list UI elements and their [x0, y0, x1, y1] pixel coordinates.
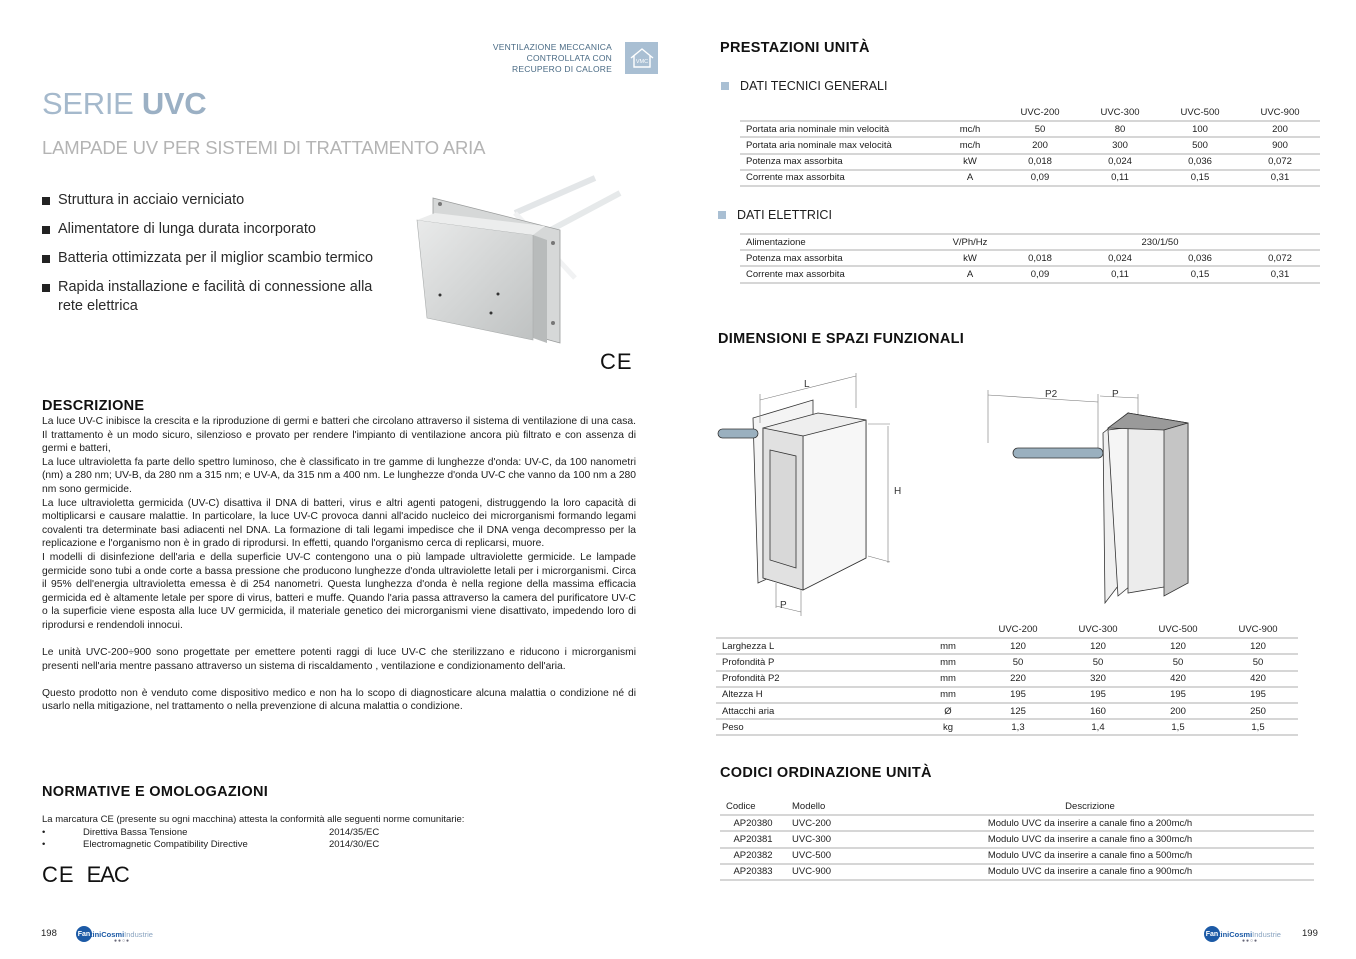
row-unit: kW [940, 154, 1000, 170]
table-row [740, 250, 1320, 266]
cell-value: 420 [1218, 671, 1298, 687]
electrical-data-subheading [718, 208, 832, 222]
dimensions-heading: DIMENSIONI E SPAZI FUNZIONALI [718, 331, 965, 347]
cell-value: 0,11 [1080, 170, 1160, 186]
table-row [716, 638, 1298, 654]
table-row [740, 154, 1320, 170]
cell-value: 50 [1000, 121, 1080, 137]
row-label: Profondità P2 [716, 671, 918, 687]
logo-mark-icon: Fan [1204, 926, 1220, 942]
feature-item [42, 220, 382, 239]
row-label: Potenza max assorbita [740, 250, 940, 266]
right-page [678, 0, 1356, 959]
cell-value: 0,11 [1080, 266, 1160, 282]
cell-value: 220 [978, 671, 1058, 687]
directive-name: Direttiva Bassa Tensione [83, 826, 188, 838]
company-logo [1204, 925, 1281, 943]
row-unit: mm [918, 687, 978, 703]
row-label: Altezza H [716, 687, 918, 703]
feature-text: Alimentatore di lunga durata incorporato [58, 221, 316, 237]
cell-value: 0,31 [1240, 266, 1320, 282]
cell-value: 500 [1160, 137, 1240, 153]
cell-value: 50 [978, 654, 1058, 670]
bullet-square-icon [42, 284, 50, 292]
badge-line: VENTILAZIONE MECCANICA [492, 42, 612, 52]
feature-text: Batteria ottimizzata per il miglior scambio termico [58, 250, 374, 266]
page-number: 198 [41, 928, 57, 939]
feature-list [42, 191, 382, 326]
order-code: AP20380 [720, 815, 786, 831]
subheading-text: DATI TECNICI GENERALI [740, 79, 888, 93]
cell-value: 0,024 [1080, 154, 1160, 170]
description-body [42, 415, 636, 714]
model-name: UVC-300 [786, 831, 866, 847]
table-row [716, 671, 1298, 687]
cell-value: 420 [1138, 671, 1218, 687]
model-description: Modulo UVC da inserire a canale fino a 900mc/h [866, 864, 1314, 880]
row-label: Portata aria nominale max velocità [740, 137, 940, 153]
table-row [740, 234, 1320, 250]
column-header: Descrizione [866, 799, 1314, 815]
cell-value: 0,31 [1240, 170, 1320, 186]
cell-value: 195 [978, 687, 1058, 703]
table-header-row [720, 799, 1314, 815]
row-label: Profondità P [716, 654, 918, 670]
row-label: Attacchi aria [716, 703, 918, 719]
row-unit: mm [918, 638, 978, 654]
table-row [716, 719, 1298, 735]
model-name: UVC-200 [786, 815, 866, 831]
description-paragraph: La luce UV-C inibisce la crescita e la riproduzione di germi e batteri che circolano attraverso il sistema di ventilazione di una casa. Il trattamento è un modo sicuro, silenzioso e provato per rendere l'impianto di ventilazione ancora più filtrato e con assenza di germi e batteri, [42, 416, 636, 455]
column-header: UVC-500 [1160, 105, 1240, 121]
bullet-square-icon [42, 226, 50, 234]
cell-value: 0,15 [1160, 170, 1240, 186]
row-label: Potenza max assorbita [740, 154, 940, 170]
normative-item [42, 827, 464, 840]
cell-value: 160 [1058, 703, 1138, 719]
bullet-square-icon [42, 197, 50, 205]
table-row [720, 831, 1314, 847]
row-label: Portata aria nominale min velocità [740, 121, 940, 137]
table-row [720, 848, 1314, 864]
normative-body [42, 814, 464, 852]
logo-mark-icon: Fan [76, 926, 92, 942]
category-badge-text [493, 42, 612, 75]
electrical-data-table [740, 233, 1320, 284]
cell-value: 120 [978, 638, 1058, 654]
row-unit: mc/h [940, 137, 1000, 153]
vmc-house-icon [625, 42, 658, 74]
model-name: UVC-900 [786, 864, 866, 880]
dimensions-table [716, 622, 1298, 736]
row-unit: kg [918, 719, 978, 735]
row-label: Corrente max assorbita [740, 266, 940, 282]
row-unit: mm [918, 654, 978, 670]
svg-text:H: H [894, 486, 902, 497]
cell-value: 250 [1218, 703, 1298, 719]
cell-value: 125 [978, 703, 1058, 719]
general-data-table [740, 105, 1320, 187]
order-code: AP20383 [720, 864, 786, 880]
description-paragraph: Le unità UVC-200÷900 sono progettate per emettere potenti raggi di luce UV-C che sterilizzano e riducono i microrganismi presenti nell'aria mentre passano attraverso un sistema di riscaldamento , ventilazione e condizionamento dell'aria. [42, 647, 636, 672]
subheading-text: DATI ELETTRICI [737, 208, 832, 222]
cell-value: 120 [1138, 638, 1218, 654]
cell-value: 1,3 [978, 719, 1058, 735]
column-header: UVC-900 [1240, 105, 1320, 121]
performance-heading: PRESTAZIONI UNITÀ [720, 40, 870, 56]
description-paragraph: La luce ultravioletta fa parte dello spettro luminoso, che è classificato in tre gamme di lunghezze d'onda: UV-C, da 100 nanometri (nm) a 280 nm; UV-B, da 280 nm a 315 nm; e UV-A, da 315 nm a 400 nm. Le lunghezze d'onda UV-C che vanno da 100 nm a 280 nm sono germicide. [42, 456, 636, 495]
directive-name: Electromagnetic Compatibility Directive [83, 839, 248, 850]
row-unit: V/Ph/Hz [940, 234, 1000, 250]
normative-intro: La marcatura CE (presente su ogni macchina) attesta la conformità alle seguenti norme comunitarie: [42, 814, 465, 825]
side-view-drawing [1013, 413, 1188, 603]
row-label: Corrente max assorbita [740, 170, 940, 186]
column-header: UVC-200 [978, 622, 1058, 638]
row-label: Alimentazione [740, 234, 940, 250]
square-bullet-icon [721, 82, 729, 90]
order-codes-table [720, 799, 1314, 881]
cell-value: 200 [1138, 703, 1218, 719]
order-codes-heading: CODICI ORDINAZIONE UNITÀ [720, 765, 932, 781]
cell-value: 0,072 [1240, 154, 1320, 170]
column-header: UVC-900 [1218, 622, 1298, 638]
front-view-drawing [718, 400, 866, 590]
company-logo [76, 925, 153, 943]
table-row [716, 703, 1298, 719]
bullet-square-icon [42, 255, 50, 263]
eac-mark-icon: EAC [86, 862, 129, 887]
row-unit: A [940, 266, 1000, 282]
feature-item [42, 191, 382, 210]
table-row [740, 266, 1320, 282]
column-header: UVC-200 [1000, 105, 1080, 121]
row-label: Peso [716, 719, 918, 735]
cell-value: 195 [1138, 687, 1218, 703]
column-header: Codice [720, 799, 786, 815]
logo-brand-text: tiniCosmi [1218, 929, 1253, 939]
cell-value: 50 [1058, 654, 1138, 670]
table-row [740, 170, 1320, 186]
title-light: SERIE [42, 86, 142, 121]
logo-brand-text: tiniCosmi [90, 929, 125, 939]
table-row [740, 137, 1320, 153]
table-row [720, 815, 1314, 831]
cell-value: 300 [1080, 137, 1160, 153]
cell-value: 1,5 [1138, 719, 1218, 735]
normative-item [42, 839, 464, 852]
cell-value: 230/1/50 [1000, 234, 1320, 250]
feature-item [42, 278, 382, 316]
cell-value: 0,15 [1160, 266, 1240, 282]
bullet-icon: • [42, 839, 46, 850]
page-number: 199 [1302, 928, 1318, 939]
page-title [42, 86, 206, 122]
logo-dots-icon: ●●○● [114, 938, 131, 944]
feature-text: Rapida installazione e facilità di connessione alla rete elettrica [58, 279, 373, 314]
model-description: Modulo UVC da inserire a canale fino a 300mc/h [866, 831, 1314, 847]
description-paragraph: La luce ultravioletta germicida (UV-C) disattiva il DNA di batteri, virus e altri agenti patogeni, distruggendo la loro capacità di moltiplicarsi e causare malattie. In particolare, la luce UV-C provoca danni all'acido nucleico dei microrganismi formando legami covalenti tra determinate basi adiacenti nel DNA. La formazione di tali legami impedisce che il DNA venga decompresso per la replicazione e l'organismo non è in grado di riprodursi. In effetti, quando l'organismo cerca di replicarsi, muore. [42, 497, 636, 550]
table-row [720, 864, 1314, 880]
cell-value: 1,4 [1058, 719, 1138, 735]
column-header: UVC-300 [1058, 622, 1138, 638]
order-code: AP20381 [720, 831, 786, 847]
row-unit: A [940, 170, 1000, 186]
svg-text:P2: P2 [1045, 389, 1058, 400]
logo-suffix-text: Industrie [1252, 929, 1281, 939]
general-data-subheading [721, 79, 887, 93]
product-photo [395, 168, 640, 358]
model-description: Modulo UVC da inserire a canale fino a 200mc/h [866, 815, 1314, 831]
table-row [740, 121, 1320, 137]
cell-value: 200 [1240, 121, 1320, 137]
svg-text:P: P [1112, 389, 1119, 400]
cell-value: 50 [1138, 654, 1218, 670]
column-header: Modello [786, 799, 866, 815]
row-unit: mm [918, 671, 978, 687]
cell-value: 120 [1058, 638, 1138, 654]
cell-value: 0,09 [1000, 170, 1080, 186]
logo-suffix-text: Industrie [124, 929, 153, 939]
row-unit: Ø [918, 703, 978, 719]
model-description: Modulo UVC da inserire a canale fino a 500mc/h [866, 848, 1314, 864]
svg-text:P: P [780, 600, 787, 611]
dimension-diagram [708, 368, 1268, 618]
row-unit: mc/h [940, 121, 1000, 137]
cell-value: 0,036 [1160, 250, 1240, 266]
cell-value: 0,018 [1000, 154, 1080, 170]
cell-value: 320 [1058, 671, 1138, 687]
cell-value: 200 [1000, 137, 1080, 153]
logo-dots-icon: ●●○● [1242, 938, 1259, 944]
table-row [716, 687, 1298, 703]
svg-text:L: L [804, 379, 810, 390]
title-bold: UVC [141, 86, 207, 121]
cell-value: 0,09 [1000, 266, 1080, 282]
svg-text:VMC: VMC [635, 59, 648, 65]
square-bullet-icon [718, 211, 726, 219]
feature-text: Struttura in acciaio verniciato [58, 192, 245, 208]
order-code: AP20382 [720, 848, 786, 864]
column-header: UVC-300 [1080, 105, 1160, 121]
model-name: UVC-500 [786, 848, 866, 864]
cell-value: 195 [1058, 687, 1138, 703]
cell-value: 195 [1218, 687, 1298, 703]
certification-logos [42, 862, 129, 888]
cell-value: 120 [1218, 638, 1298, 654]
normative-heading: NORMATIVE E OMOLOGAZIONI [42, 784, 269, 800]
directive-code: 2014/30/EC [329, 839, 380, 850]
cell-value: 900 [1240, 137, 1320, 153]
description-paragraph: I modelli di disinfezione dell'aria e della superficie UV-C contengono una o più lampade ultraviolette germicide. Le lampade germicide sono tubi a onde corte a bassa pressione che producono lunghezze d'onda ultraviolette letali per i microrganismi. Circa il 95% dell'energia ultravioletta emessa è di 254 nanometri. Questa lunghezza d'onda è nella regione della massima efficacia germicida ed è altamente letale per spore di virus, batteri e muffe. Quando l'aria passa attraverso la camera del purificatore UV-C o la superficie viene esposta alla luce UV germicida, il materiale genetico dei microrganismi viene disattivato, impedendo loro di riprodursi e rendendoli innocui. [42, 551, 636, 631]
table-row [716, 654, 1298, 670]
cell-value: 50 [1218, 654, 1298, 670]
cell-value: 80 [1080, 121, 1160, 137]
row-label: Larghezza L [716, 638, 918, 654]
page-subtitle: LAMPADE UV PER SISTEMI DI TRATTAMENTO ARIA [42, 137, 486, 158]
table-header-row [740, 105, 1320, 121]
description-heading: DESCRIZIONE [42, 398, 145, 414]
table-header-row [716, 622, 1298, 638]
ce-mark-icon: CE [42, 862, 75, 887]
cell-value: 0,024 [1080, 250, 1160, 266]
cell-value: 100 [1160, 121, 1240, 137]
directive-code: 2014/35/EC [329, 826, 380, 838]
cell-value: 0,036 [1160, 154, 1240, 170]
cell-value: 1,5 [1218, 719, 1298, 735]
description-paragraph: Questo prodotto non è venduto come dispositivo medico e non ha lo scopo di diagnosticare alcuna malattia o condizione né di usarlo nella mitigazione, nel trattamento o nella prevenzione di alcuna malattia o condizione. [42, 687, 636, 713]
badge-line: CONTROLLATA CON [526, 53, 612, 63]
cell-value: 0,018 [1000, 250, 1080, 266]
bullet-icon: • [42, 826, 46, 838]
column-header: UVC-500 [1138, 622, 1218, 638]
badge-line: RECUPERO DI CALORE [512, 64, 612, 74]
row-unit: kW [940, 250, 1000, 266]
feature-item [42, 249, 382, 268]
ce-mark: CE [600, 349, 633, 374]
cell-value: 0,072 [1240, 250, 1320, 266]
